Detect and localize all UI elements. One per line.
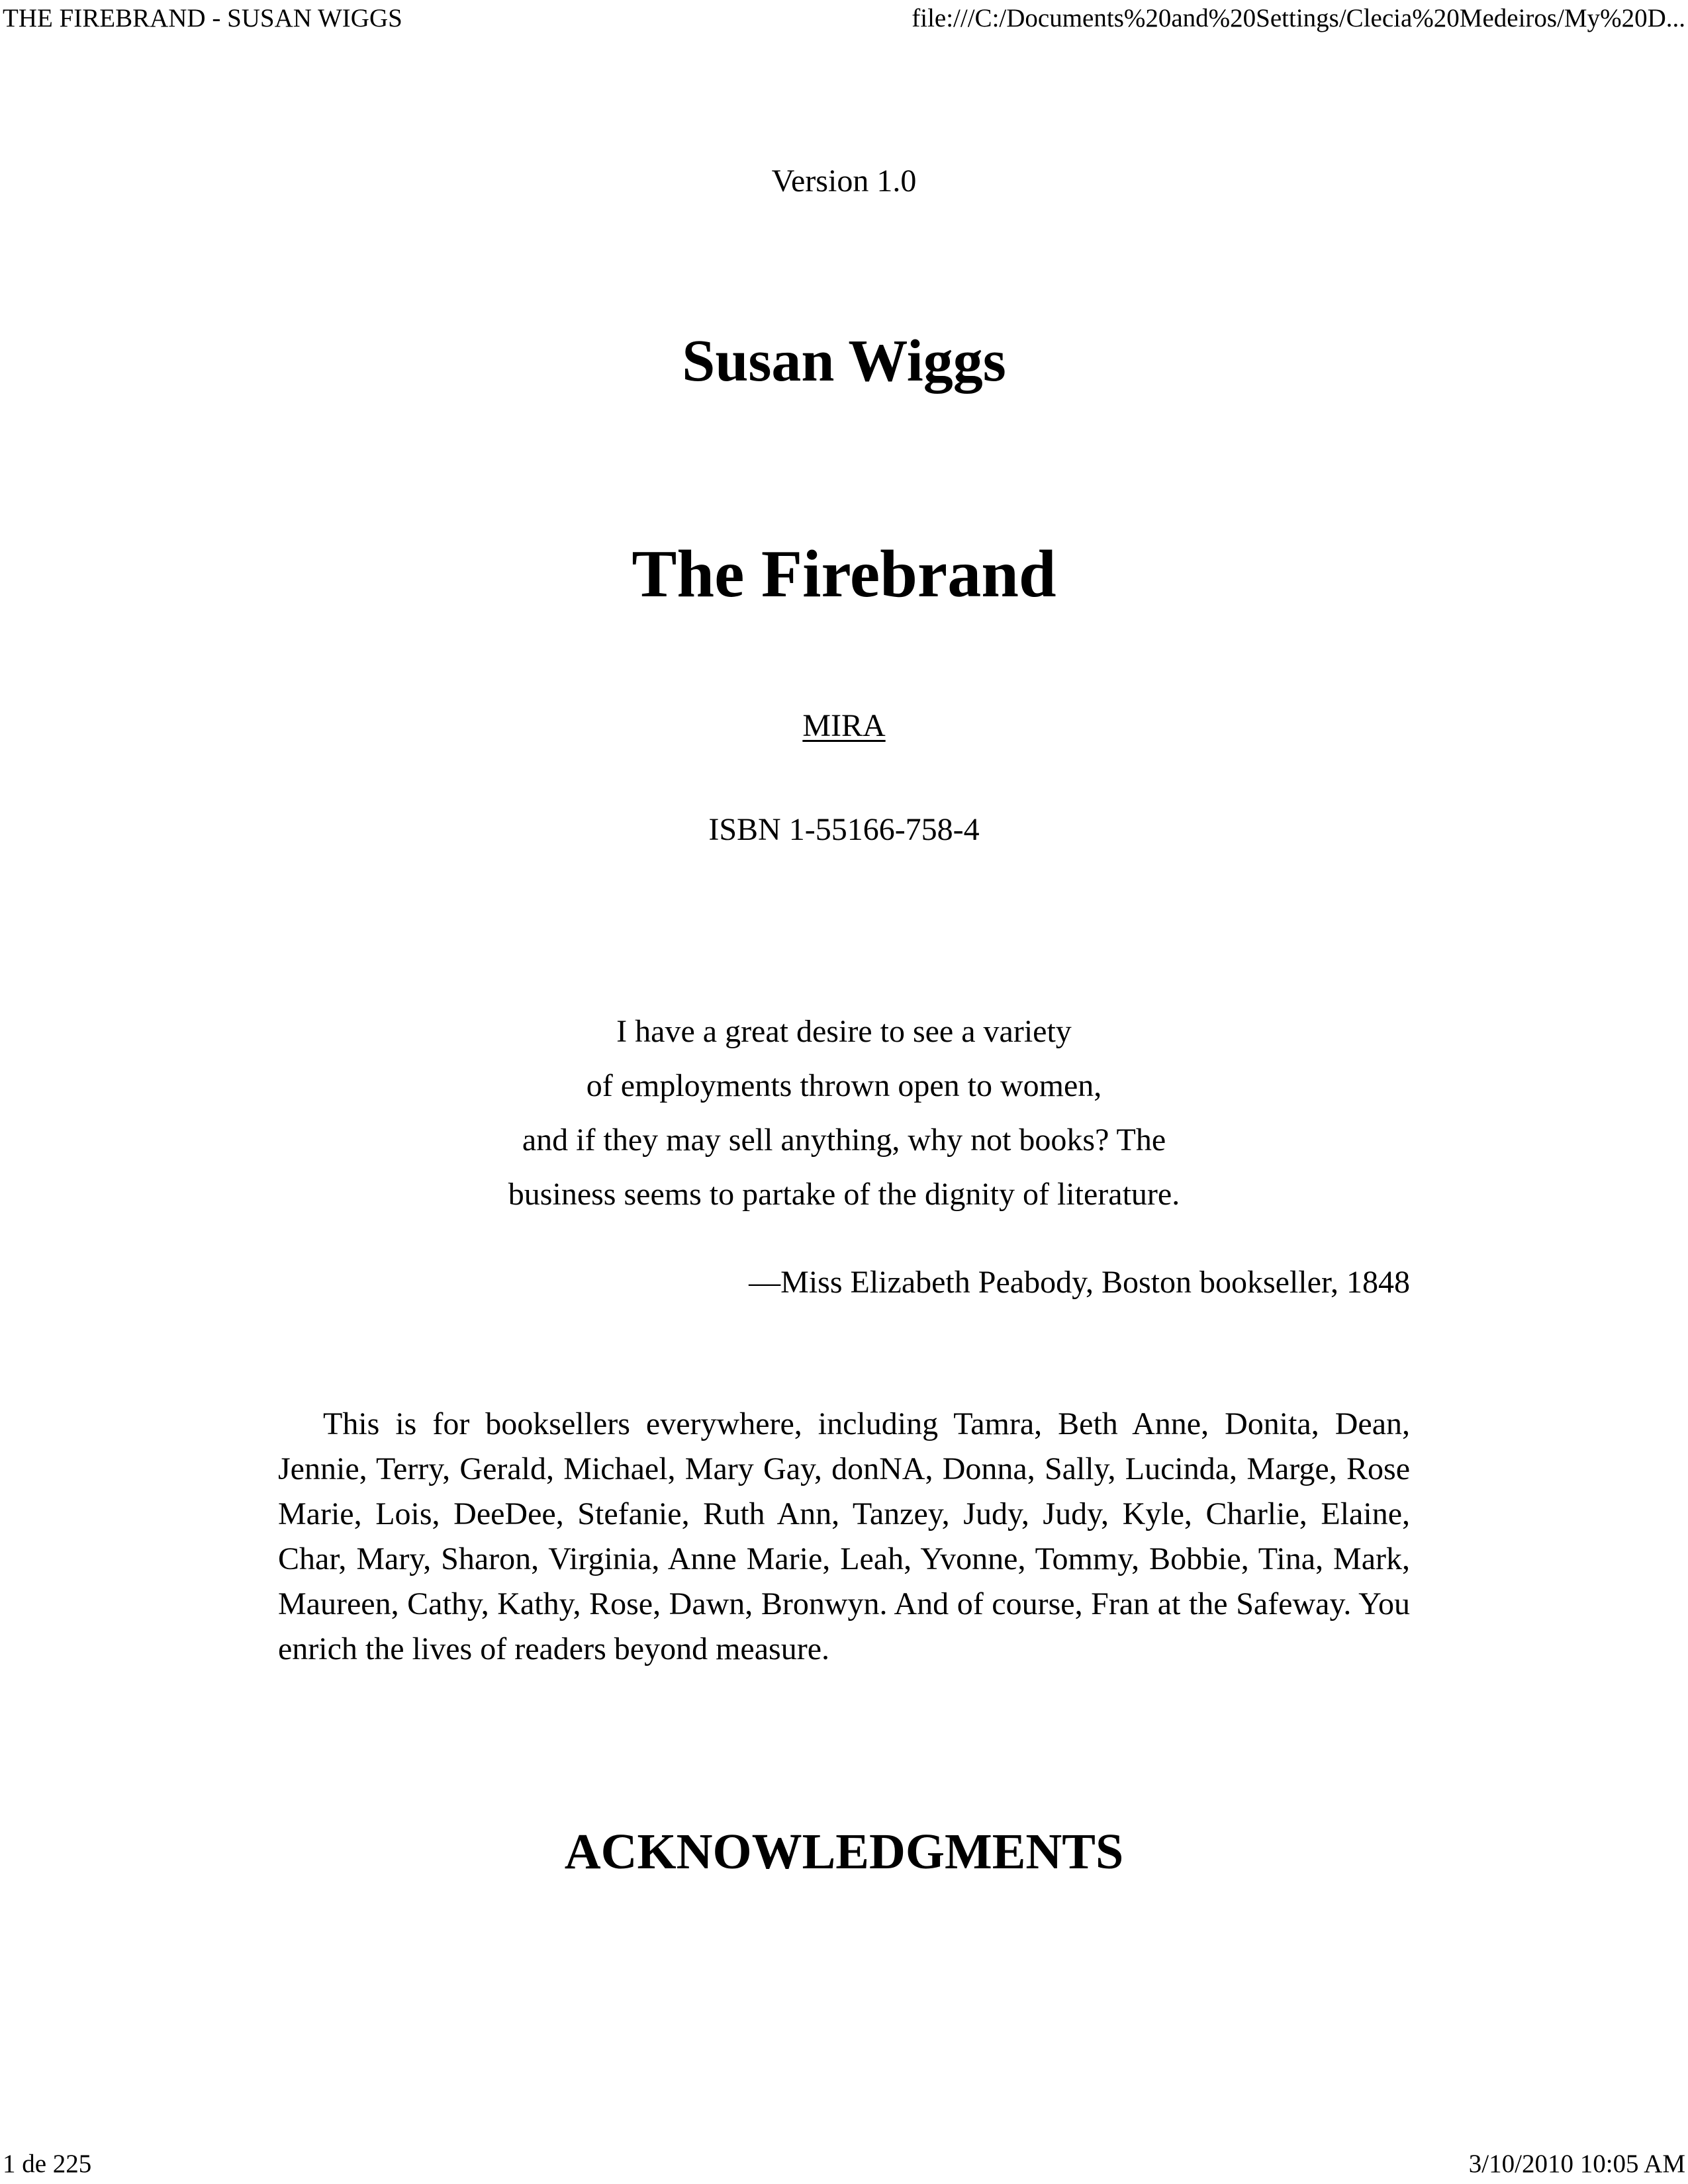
print-footer-datetime: 3/10/2010 10:05 AM xyxy=(1468,2150,1685,2178)
print-header-url: file:///C:/Documents%20and%20Settings/Clecia%20Medeiros/My%20D... xyxy=(912,4,1685,32)
epigraph-line: I have a great desire to see a variety xyxy=(616,1014,1072,1049)
epigraph xyxy=(0,1005,1688,1222)
epigraph-line: of employments thrown open to women, xyxy=(586,1068,1102,1103)
book-title: The Firebrand xyxy=(632,537,1056,612)
epigraph-line: and if they may sell anything, why not books? The xyxy=(522,1122,1166,1158)
version-label: Version 1.0 xyxy=(771,163,917,199)
epigraph-line: business seems to partake of the dignity of literature. xyxy=(508,1177,1180,1212)
print-header-title: THE FIREBRAND - SUSAN WIGGS xyxy=(3,4,402,32)
print-footer-page-count: 1 de 225 xyxy=(3,2150,92,2178)
epigraph-attribution: —Miss Elizabeth Peabody, Boston bookseller, 1848 xyxy=(749,1265,1410,1300)
section-heading: ACKNOWLEDGMENTS xyxy=(564,1824,1124,1880)
dedication-paragraph: This is for booksellers everywhere, including Tamra, Beth Anne, Donita, Dean, Jennie, Terry, Gerald, Michael, Mary Gay, donNA, Donna, Sally, Lucinda, Marge, Rose Marie, Lois, DeeDee, Stefanie, Ruth Ann, Tanzey, Judy, Judy, Kyle, Charlie, Elaine, Char, Mary, Sharon, Virginia, Anne Marie, Leah, Yvonne, Tommy, Bobbie, Tina, Mark, Maureen, Cathy, Kathy, Rose, Dawn, Bronwyn. And of course, Fran at the Safeway. You enrich the lives of readers beyond measure. xyxy=(278,1406,1410,1666)
publisher-link[interactable]: MIRA xyxy=(802,708,886,743)
author-name: Susan Wiggs xyxy=(682,328,1006,394)
isbn: ISBN 1-55166-758-4 xyxy=(708,812,980,847)
publisher xyxy=(0,706,1688,746)
